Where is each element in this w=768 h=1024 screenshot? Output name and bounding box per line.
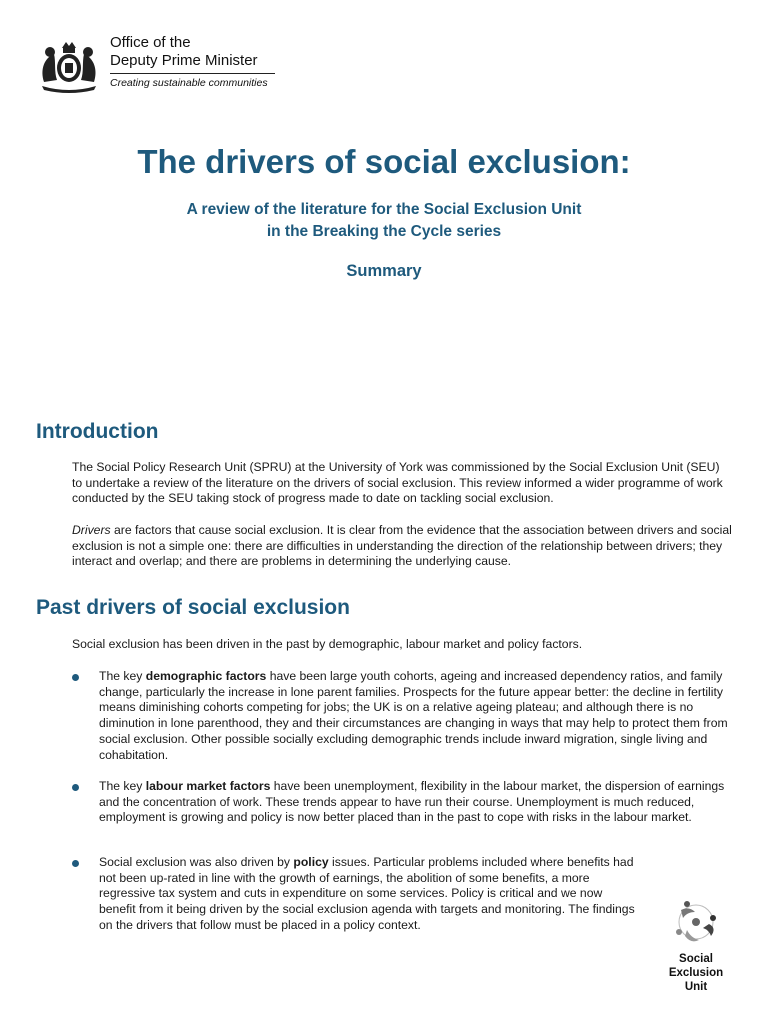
- seu-logo: [660, 896, 732, 994]
- list-item: [72, 855, 640, 934]
- summary-label: Summary: [346, 262, 422, 280]
- seu-name: [660, 952, 732, 994]
- bullet-text-pre: The key: [99, 779, 146, 793]
- odpm-logo: [36, 32, 275, 94]
- bullet-text-post: have been unemployment, flexibility in the labour market, the dispersion of earnings and the concentration of work. These trends appear to have run their course. Unemployment is much reduced, employment is growing and policy is now better placed than in the past to cope with risks in the labour market.: [99, 779, 725, 825]
- drivers-term: Drivers: [72, 523, 111, 537]
- bullet-dot-icon: [72, 784, 79, 791]
- bullet-text: [99, 855, 640, 934]
- introduction-paragraph-1: The Social Policy Research Unit (SPRU) at the University of York was commissioned by the Social Exclusion Unit (SEU) to undertake a review of the literature on the drivers of social exclusion. This review informed a wider programme of work conducted by the SEU taking stock of progress made to date on tackling social exclusion.: [72, 460, 723, 506]
- introduction-heading: Introduction: [36, 420, 159, 443]
- document-subtitle: [0, 199, 768, 243]
- org-name-block: [110, 32, 275, 89]
- bullet-dot-icon: [72, 860, 79, 867]
- bullet-keyword: policy: [293, 855, 329, 869]
- document-title: The drivers of social exclusion:: [137, 143, 631, 180]
- org-name-line2: Deputy Prime Minister: [110, 52, 258, 69]
- bullet-text-pre: Social exclusion was also driven by: [99, 855, 294, 869]
- seu-line1: Social: [679, 953, 713, 965]
- bullet-keyword: labour market factors: [145, 779, 271, 793]
- seu-people-icon: [667, 896, 725, 948]
- past-drivers-intro: Social exclusion has been driven in the past by demographic, labour market and policy factors.: [72, 637, 583, 651]
- past-drivers-heading: Past drivers of social exclusion: [36, 596, 350, 619]
- bullet-dot-icon: [72, 674, 79, 681]
- seu-line3: Unit: [684, 981, 708, 993]
- bullet-text: [99, 669, 740, 763]
- royal-crest-icon: [36, 32, 102, 94]
- org-divider: [110, 73, 275, 74]
- drivers-definition: are factors that cause social exclusion. It is clear from the evidence that the association between drivers and social exclusion is not a simple one: there are difficulties in understanding the direction of the relationship between drivers; they interact and overlap; and there are problems in determining the underlying cause.: [72, 523, 732, 569]
- introduction-paragraph-2: [72, 523, 732, 570]
- org-tagline: Creating sustainable communities: [110, 77, 268, 89]
- bullet-text-pre: The key: [99, 669, 146, 683]
- bullet-text-post: issues. Particular problems included where benefits had not been up-rated in line with the growth of earnings, the abolition of some benefits, a more regressive tax system and cuts in expenditure on some services. Policy is critical and we now benefit from it being driven by the social exclusion agenda with targets and monitoring. The findings on the drivers that follow must be placed in a policy context.: [99, 855, 635, 932]
- bullet-text-post: have been large youth cohorts, ageing and increased dependency ratios, and family change, particularly the increase in lone parent families. Prospects for the future appear better: the decline in fertility means diminishing cohorts competing for jobs; the UK is on a relative ageing plateau; and although there is no diminution in lone parenthood, they and their circumstances are changing in ways that may help to protect them from social exclusion. Other possible socially excluding demographic trends include inward migration, single living and cohabitation.: [99, 669, 728, 762]
- seu-line2: Exclusion: [668, 967, 724, 979]
- subtitle-line2: in the Breaking the Cycle series: [266, 223, 502, 240]
- org-name-line1: Office of the: [110, 34, 191, 51]
- list-item: [72, 779, 740, 826]
- bullet-text: [99, 779, 740, 826]
- list-item: [72, 669, 740, 763]
- bullet-keyword: demographic factors: [145, 669, 267, 683]
- subtitle-line1: A review of the literature for the Social Exclusion Unit: [186, 201, 582, 218]
